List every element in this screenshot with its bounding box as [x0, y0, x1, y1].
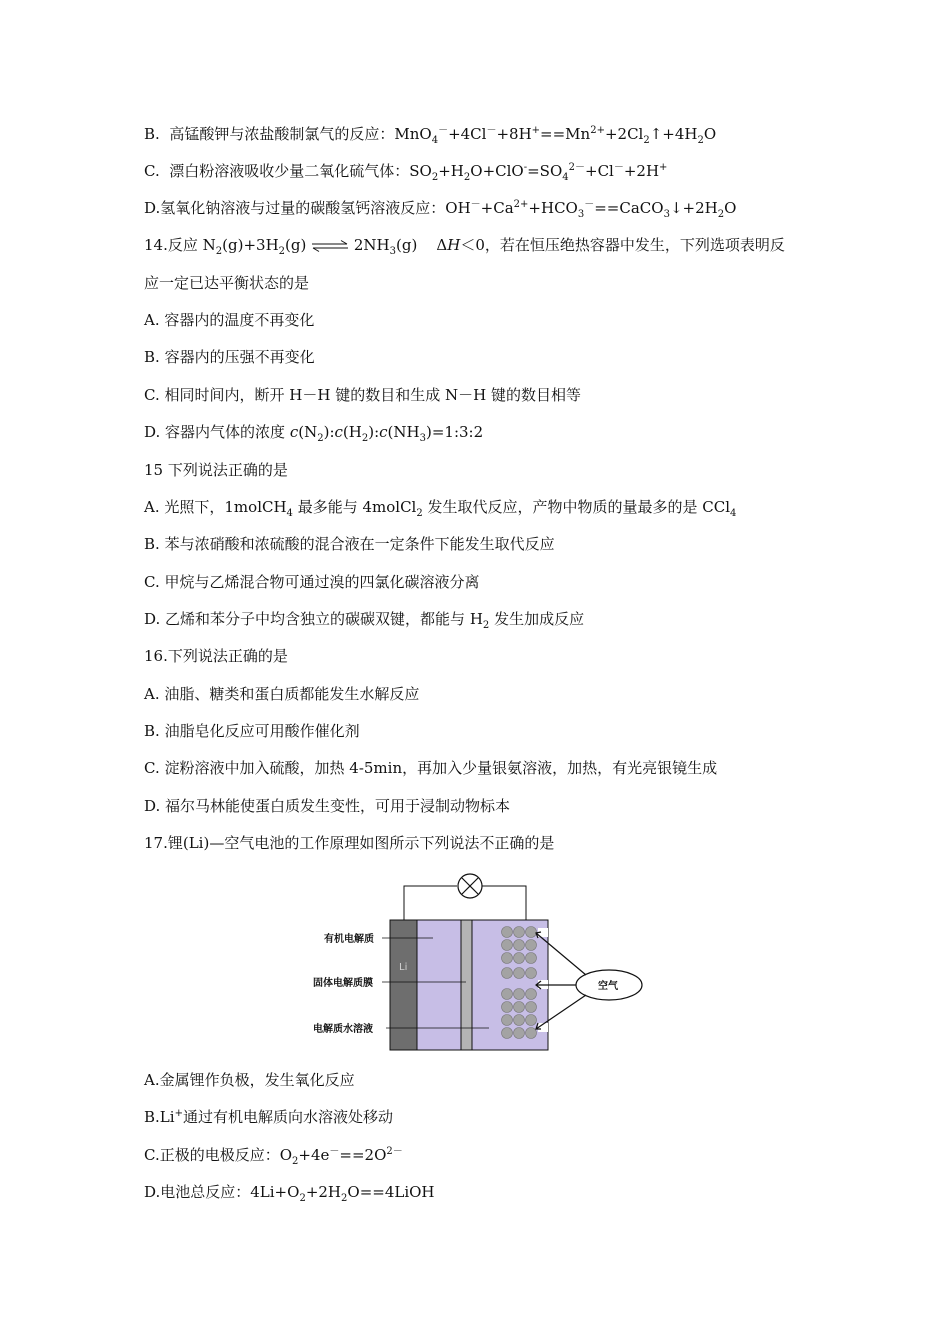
label-aqueous-electrolyte: 电解质水溶液: [313, 1024, 373, 1035]
air-label: 空气: [598, 981, 618, 992]
q17-option-b: B.Li+通过有机电解质向水溶液处移动: [144, 1108, 393, 1126]
organic-electrolyte: [417, 920, 461, 1050]
q13-option-d: D.氢氧化钠溶液与过量的碳酸氢钙溶液反应：$OH^-+Ca^{2+}+HCO_3^-==CaCO_3↓+2H_2O$: [144, 199, 737, 220]
li-label: Li: [399, 962, 408, 973]
solid-electrolyte-membrane: [461, 920, 472, 1050]
lithium-electrode: [390, 920, 417, 1050]
q14-stem: 14.反应 $N_2(g)+3H_2(g)$ $2NH_3(g)$ ΔH＜0，若在恒压绝热容器中发生，下列选项表明反: [144, 236, 785, 257]
q17-option-a: A.金属锂作负极，发生氧化反应: [144, 1071, 355, 1089]
lamp-icon: [458, 874, 482, 898]
q17-option-d: D.电池总反应：$4Li+O_2+2H_2O==4LiOH$: [144, 1183, 435, 1204]
label-solid-membrane: 固体电解质膜: [313, 978, 373, 989]
external-circuit-wire: [404, 886, 457, 920]
li-air-battery-diagram: [300, 868, 660, 1058]
q15-option-d: D. 乙烯和苯分子中均含独立的碳碳双键，都能与 $H_2$ 发生加成反应: [144, 610, 585, 631]
q14-option-b: B. 容器内的压强不再变化: [144, 348, 315, 366]
q16-option-a: A. 油脂、糖类和蛋白质都能发生水解反应: [144, 685, 420, 703]
q16-option-b: B. 油脂皂化反应可用酸作催化剂: [144, 722, 360, 740]
equilibrium-arrow-icon: [311, 240, 349, 252]
q16-stem: 16.下列说法正确的是: [144, 647, 288, 665]
q14-option-d: D. 容器内气体的浓度 $c(N_2):c(H_2):c(NH_3)=1:3:2$: [144, 423, 484, 444]
q17-stem: 17.锂(Li)—空气电池的工作原理如图所示下列说法不正确的是: [144, 834, 555, 852]
q14-option-c: C. 相同时间内，断开 H－H 键的数目和生成 N－H 键的数目相等: [144, 386, 581, 404]
q16-option-d: D. 福尔马林能使蛋白质发生变性，可用于浸制动物标本: [144, 797, 511, 815]
q16-option-c: C. 淀粉溶液中加入硫酸，加热 4-5min，再加入少量银氨溶液，加热，有光亮银镜生成: [144, 759, 718, 777]
q15-stem: 15 下列说法正确的是: [144, 461, 288, 479]
q14-stem-continued: 应一定已达平衡状态的是: [144, 274, 310, 292]
q15-option-a: A. 光照下，1molCH$_4$ 最多能与 4molCl$_2$ 发生取代反应，产物中物质的量最多的是 CCl$_4$: [144, 498, 737, 519]
q17-option-c: C.正极的电极反应：$O_2+4e^-==2O^{2-}$: [144, 1146, 403, 1167]
q13-option-c: C. 漂白粉溶液吸收少量二氧化硫气体：$SO_2+H_2O+ClO^-=SO_4^{2-}+Cl^-+2H^+$: [144, 162, 668, 183]
label-organic-electrolyte: 有机电解质: [324, 934, 374, 945]
q15-option-b: B. 苯与浓硝酸和浓硫酸的混合液在一定条件下能发生取代反应: [144, 535, 555, 553]
q14-option-a: A. 容器内的温度不再变化: [144, 311, 315, 329]
q15-option-c: C. 甲烷与乙烯混合物可通过溴的四氯化碳溶液分离: [144, 573, 480, 591]
q13-option-b: B. 高锰酸钾与浓盐酸制氯气的反应：$MnO_4^-+4Cl^-+8H^+==Mn^{2+}+2Cl_2↑+4H_2O$: [144, 125, 717, 146]
